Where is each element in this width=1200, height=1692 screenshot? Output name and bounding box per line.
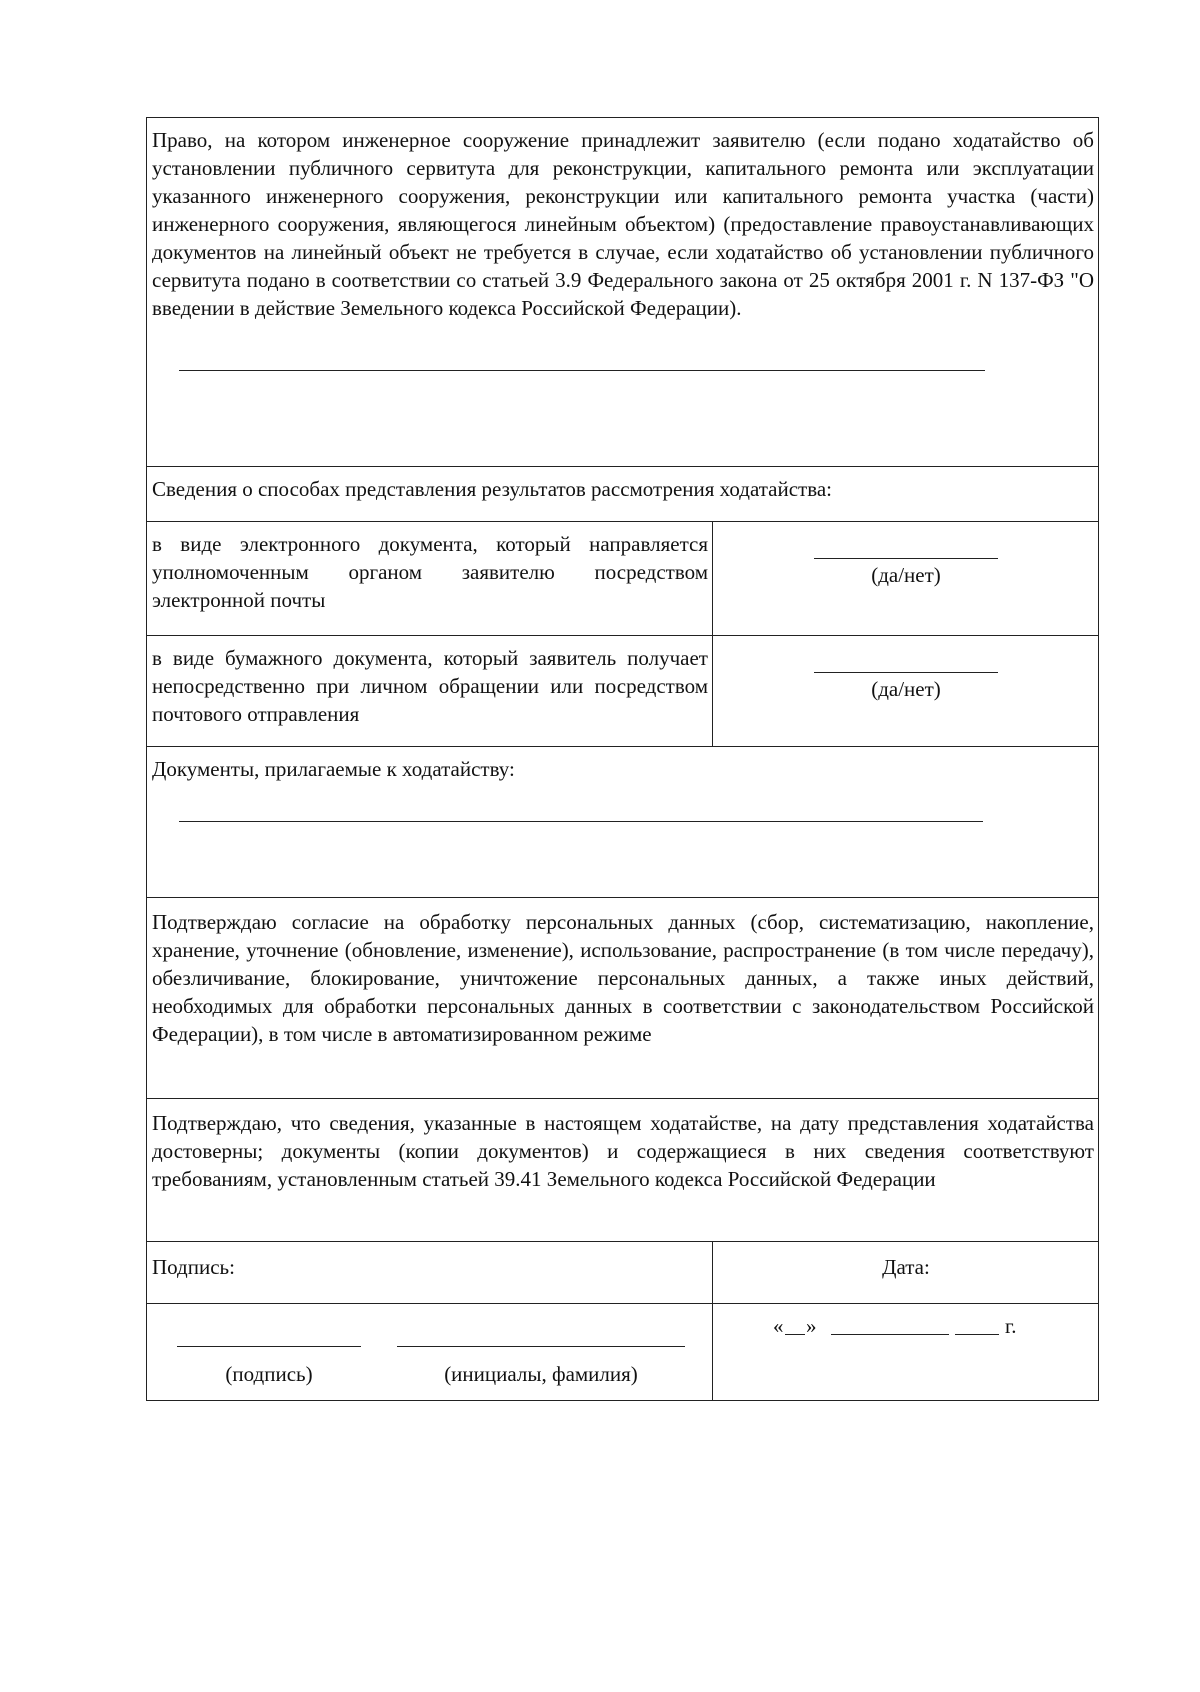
signature-fields: [147, 1304, 712, 1400]
date-label: Дата:: [882, 1255, 930, 1279]
cell-paper-yes-no[interactable]: [713, 636, 1099, 747]
application-form-table: [146, 117, 1099, 1401]
date-month-line[interactable]: [831, 1334, 949, 1335]
row-result-methods-header: [147, 467, 1099, 522]
row-right-of-ownership: [147, 118, 1099, 467]
row-signature-header: [147, 1242, 1099, 1304]
row-signature-fields: [147, 1304, 1099, 1401]
electronic-yes-no-label: (да/нет): [871, 563, 941, 587]
cell-date-label: [713, 1242, 1099, 1304]
date-open-quote: «: [773, 1314, 784, 1338]
consent-text: Подтверждаю согласие на обработку персональных данных (сбор, систематизацию, накопление, хранение, уточнение (обновление, изменение), использование, распространение (в том числе передачу), обезличивание, блокирование, уничтожение персональных данных, а также иных действий, необходимых для обработки персональных данных в соответствии с законодательством Российской Федерации), в том числе в автоматизированном режиме: [152, 910, 1094, 1046]
date-close-quote: »: [806, 1314, 817, 1338]
cell-confirmation: [147, 1099, 1099, 1242]
cell-result-methods-header: [147, 467, 1099, 522]
cell-electronic-yes-no[interactable]: [713, 522, 1099, 636]
date-year-line[interactable]: [955, 1334, 999, 1335]
cell-signature-label: [147, 1242, 713, 1304]
signature-label: Подпись:: [152, 1255, 235, 1279]
cell-electronic-option: [147, 522, 713, 636]
cell-right-of-ownership: [147, 118, 1099, 467]
cell-attached-documents: [147, 747, 1099, 898]
electronic-option-text: в виде электронного документа, который направляется уполномоченным органом заявителю посредством электронной почты: [152, 532, 708, 612]
right-of-ownership-text: Право, на котором инженерное сооружение принадлежит заявителю (если подано ходатайство об установлении публичного сервитута для реконструкции, капитального ремонта или эксплуатации указанного инженерного сооружения, реконструкции или капитального ремонта участка (части) инженерного сооружения, являющегося линейным объектом) (предоставление правоустанавливающих документов на линейный объект не требуется в случае, если ходатайство об установлении публичного сервитута подано в соответствии со статьей 3.9 Федерального закона от 25 октября 2001 г. N 137-ФЗ "О введении в действие Земельного кодекса Российской Федерации).: [152, 128, 1094, 320]
right-of-ownership-answer-line[interactable]: [179, 370, 985, 371]
paper-option-text: в виде бумажного документа, который заявитель получает непосредственно при личном обращении или посредством почтового отправления: [152, 646, 708, 726]
attached-documents-label: Документы, прилагаемые к ходатайству:: [152, 757, 515, 781]
row-confirmation: [147, 1099, 1099, 1242]
result-methods-header: Сведения о способах представления результатов рассмотрения ходатайства:: [152, 477, 833, 501]
row-electronic-option: [147, 522, 1099, 636]
attached-documents-line[interactable]: [179, 821, 983, 822]
row-paper-option: [147, 636, 1099, 747]
date-fields: [713, 1304, 1098, 1400]
row-attached-documents: [147, 747, 1099, 898]
paper-yes-no-line[interactable]: [814, 672, 998, 673]
cell-date-fields: [713, 1304, 1099, 1401]
cell-signature-fields: [147, 1304, 713, 1401]
year-suffix: г.: [1005, 1314, 1017, 1338]
name-caption: (инициалы, фамилия): [444, 1362, 638, 1386]
cell-consent: [147, 898, 1099, 1099]
date-day-line[interactable]: [785, 1334, 805, 1335]
row-consent: [147, 898, 1099, 1099]
confirmation-text: Подтверждаю, что сведения, указанные в настоящем ходатайстве, на дату представления ходатайства достоверны; документы (копии документов) и содержащиеся в них сведения соответствуют требованиям, установленным статьей 39.41 Земельного кодекса Российской Федерации: [152, 1111, 1094, 1191]
electronic-yes-no-line[interactable]: [814, 558, 998, 559]
signature-caption: (подпись): [225, 1362, 313, 1386]
cell-paper-option: [147, 636, 713, 747]
signature-line[interactable]: [177, 1346, 361, 1347]
paper-yes-no-label: (да/нет): [871, 677, 941, 701]
name-line[interactable]: [397, 1346, 685, 1347]
